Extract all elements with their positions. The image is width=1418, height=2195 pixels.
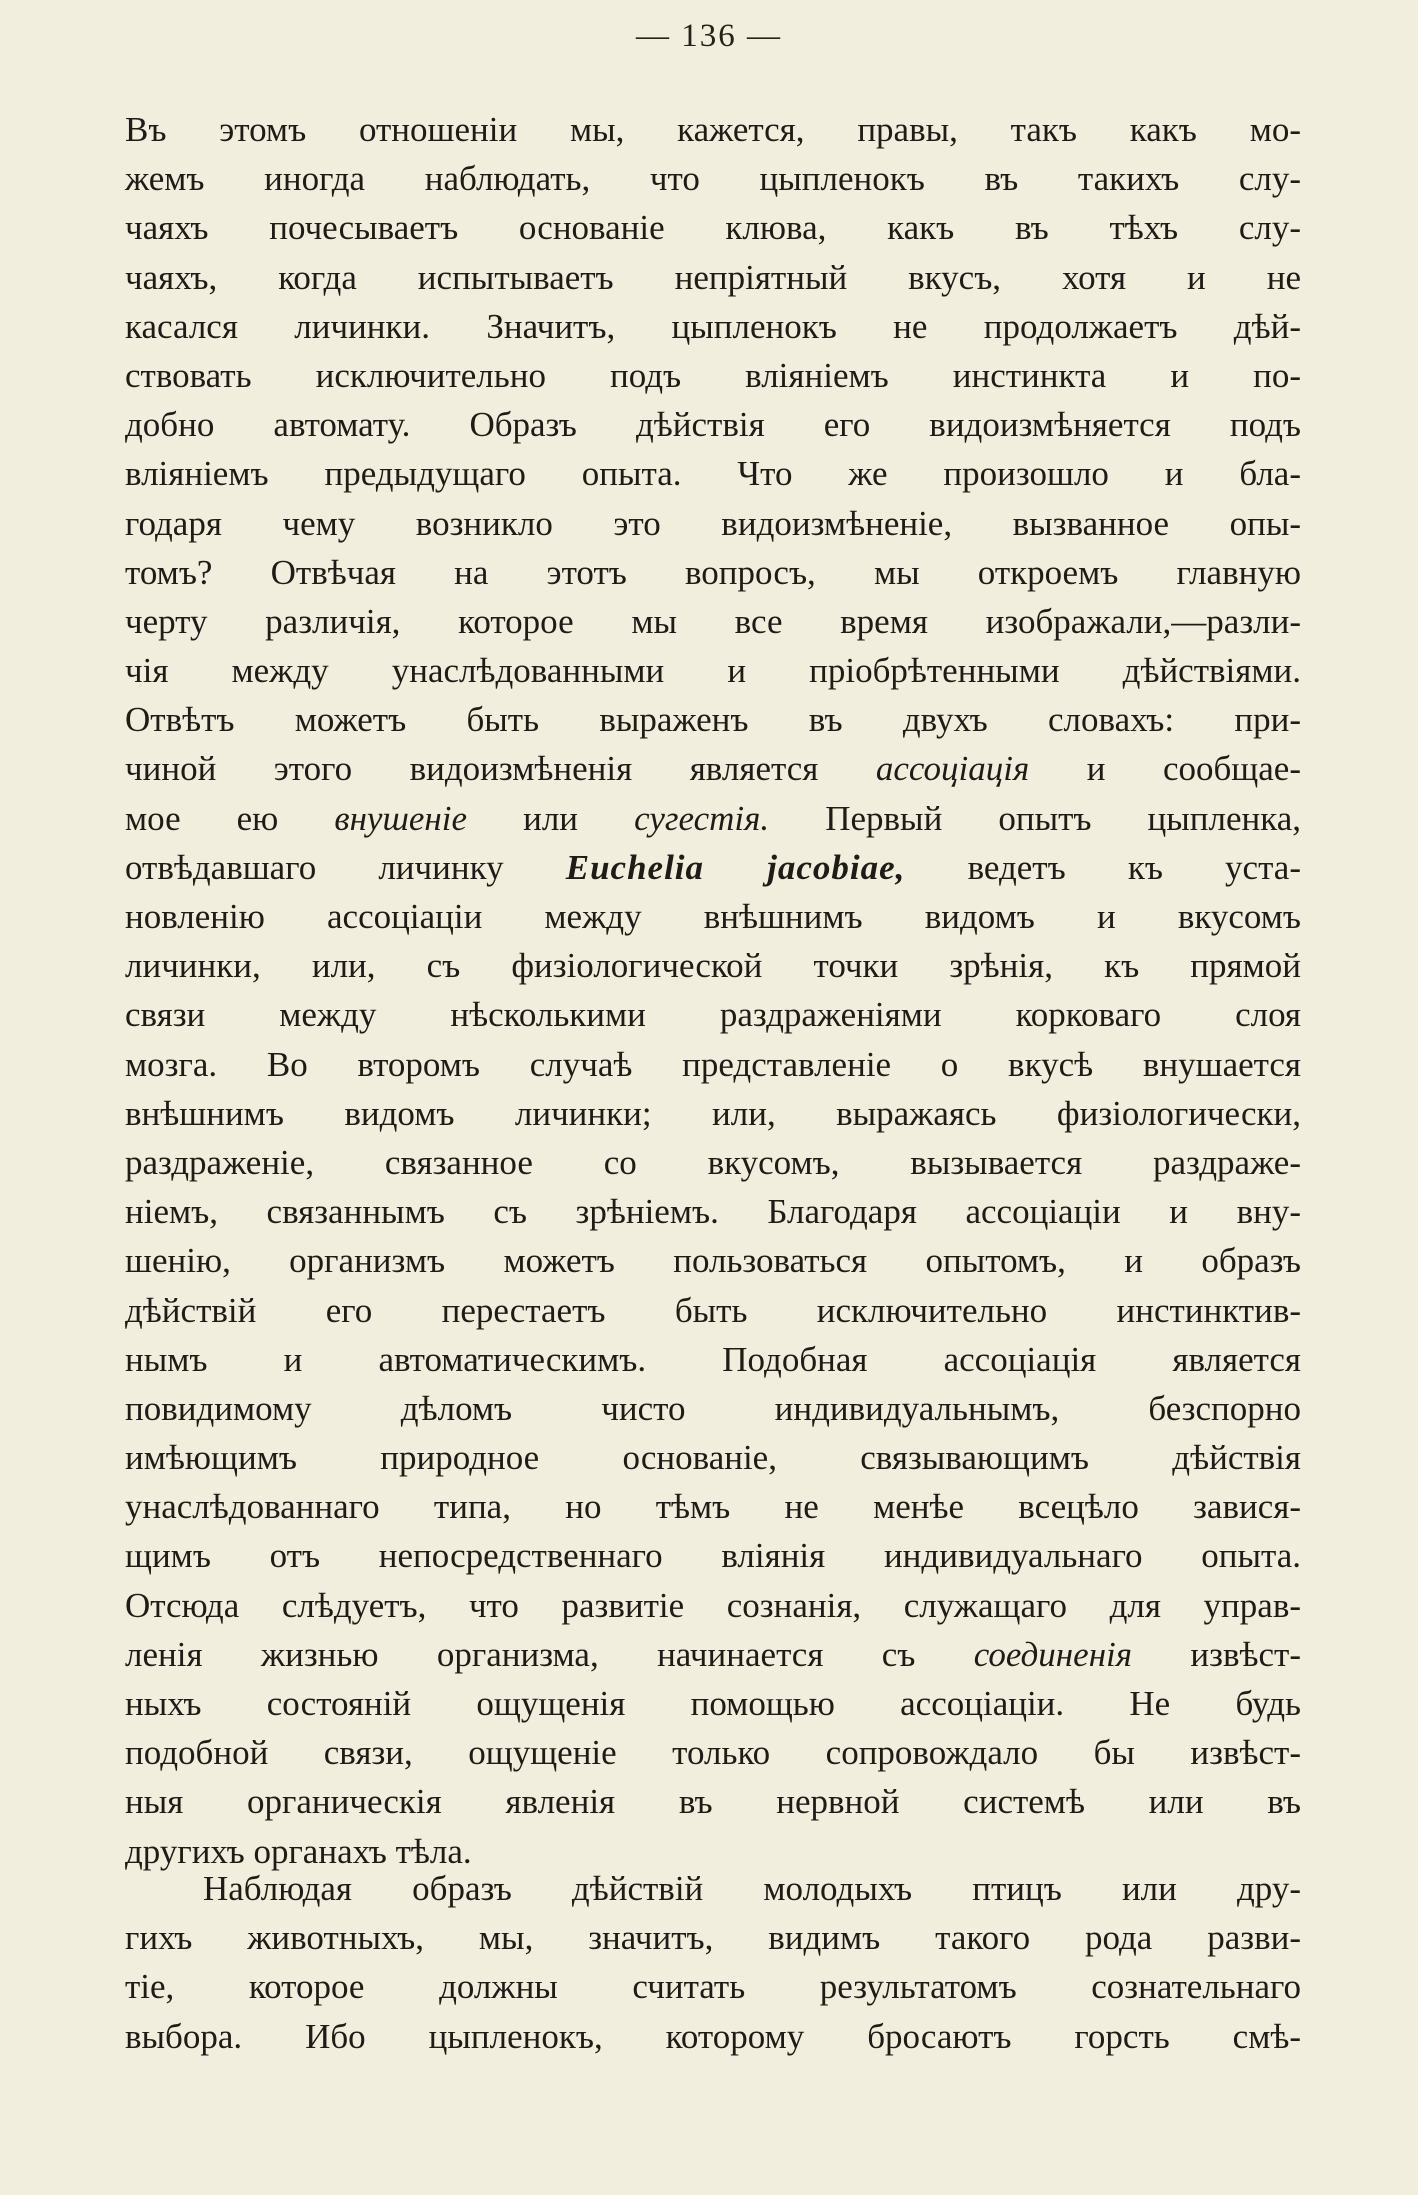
text-line: Отвѣтъ можетъ быть выраженъ въ двухъ словахъ: при- [125, 700, 1301, 740]
text-line: ныхъ состояній ощущенія помощью ассоціаціи. Не будь [125, 1684, 1301, 1723]
text-line: раздраженіе, связанное со вкусомъ, вызывается раздраже- [125, 1142, 1301, 1182]
text-line: Наблюдая образъ дѣйствій молодыхъ птицъ или дру- [203, 1869, 1301, 1908]
text-run: и сообщае- [1029, 749, 1301, 789]
text-line: гихъ животныхъ, мы, значитъ, видимъ такого рода разви- [125, 1918, 1301, 1958]
text-line: ніемъ, связаннымъ съ зрѣніемъ. Благодаря ассоціаціи и вну- [125, 1192, 1301, 1232]
text-line: ныя органическія явленія въ нервной системѣ или въ [125, 1782, 1301, 1822]
text-line: касался личинки. Значитъ, цыпленокъ не продолжаетъ дѣй- [125, 306, 1301, 346]
text-line: Въ этомъ отношеніи мы, кажется, правы, такъ какъ мо- [125, 110, 1301, 149]
text-run: ленія жизнью организма, начинается съ [125, 1634, 974, 1674]
text-line: Отсюда слѣдуетъ, что развитіе сознанія, служащаго для управ- [125, 1585, 1301, 1625]
text-line: повидимому дѣломъ чисто индивидуальнымъ, безспорно [125, 1388, 1301, 1428]
text-line: подобной связи, ощущеніе только сопровождало бы извѣст- [125, 1733, 1301, 1773]
text-run: извѣст- [1132, 1634, 1301, 1674]
paragraph [125, 1864, 1301, 2061]
text-run: мое ею [125, 798, 335, 838]
text-line: томъ? Отвѣчая на этотъ вопросъ, мы откроемъ главную [125, 552, 1301, 592]
emphasis-term: сугестія. [634, 798, 770, 838]
text-line [125, 1630, 1301, 1679]
paragraph [125, 105, 1301, 1876]
text-line: другихъ органахъ тѣла. [125, 1831, 472, 1871]
text-line: жемъ иногда наблюдать, что цыпленокъ въ такихъ слу- [125, 159, 1301, 199]
text-line: мозга. Во второмъ случаѣ представленіе о вкусѣ внушается [125, 1044, 1301, 1084]
text-line: чаяхъ почесываетъ основаніе клюва, какъ въ тѣхъ слу- [125, 208, 1301, 248]
text-line: унаслѣдованнаго типа, но тѣмъ не менѣе всецѣло завися- [125, 1487, 1301, 1527]
text-run: Первый опытъ цыпленка, [769, 798, 1301, 838]
text-line: шенію, организмъ можетъ пользоваться опытомъ, и образъ [125, 1241, 1301, 1281]
text-line [125, 744, 1301, 793]
text-line: тіе, которое должны считать результатомъ сознательнаго [125, 1967, 1301, 2007]
emphasis-term: соединенія [973, 1634, 1133, 1674]
text-run: отвѣдавшаго личинку [125, 847, 566, 887]
text-line: имѣющимъ природное основаніе, связывающимъ дѣйствія [125, 1438, 1301, 1478]
text-line: личинки, или, съ физіологической точки зрѣнія, къ прямой [125, 946, 1301, 986]
text-run: чиной этого видоизмѣненія является [125, 749, 876, 789]
text-line: нымъ и автоматическимъ. Подобная ассоціація является [125, 1339, 1301, 1379]
text-line: связи между нѣсколькими раздраженіями корковаго слоя [125, 995, 1301, 1035]
text-line: выбора. Ибо цыпленокъ, которому бросаютъ горсть смѣ- [125, 2016, 1301, 2056]
text-line: новленію ассоціаціи между внѣшнимъ видомъ и вкусомъ [125, 897, 1301, 936]
text-line [125, 843, 1301, 892]
text-line: добно автомату. Образъ дѣйствія его видоизмѣняется подъ [125, 405, 1301, 445]
text-run: ведетъ къ уста- [905, 847, 1302, 887]
emphasis-term: ассоціація [875, 749, 1030, 789]
text-line: дѣйствій его перестаетъ быть исключительно инстинктив- [125, 1290, 1301, 1330]
text-line: вліяніемъ предыдущаго опыта. Что же произошло и бла- [125, 454, 1301, 494]
emphasis-term: внушеніе [334, 798, 468, 838]
text-line: черту различія, которое мы все время изображали,—разли- [125, 601, 1301, 641]
text-line: чаяхъ, когда испытываетъ непріятный вкусъ, хотя и не [125, 257, 1301, 297]
text-line: чія между унаслѣдованными и пріобрѣтенными дѣйствіями. [125, 651, 1301, 691]
text-line: внѣшнимъ видомъ личинки; или, выражаясь физіологически, [125, 1093, 1301, 1133]
page-number: — 136 — [636, 18, 782, 54]
text-line [125, 794, 1301, 843]
text-line: ствовать исключительно подъ вліяніемъ инстинкта и по- [125, 355, 1301, 395]
text-line: годаря чему возникло это видоизмѣненіе, вызванное опы- [125, 503, 1301, 543]
text-run: или [467, 798, 635, 838]
latin-species-name: Euchelia jacobiae, [565, 847, 906, 887]
text-line: щимъ отъ непосредственнаго вліянія индивидуальнаго опыта. [125, 1536, 1301, 1576]
